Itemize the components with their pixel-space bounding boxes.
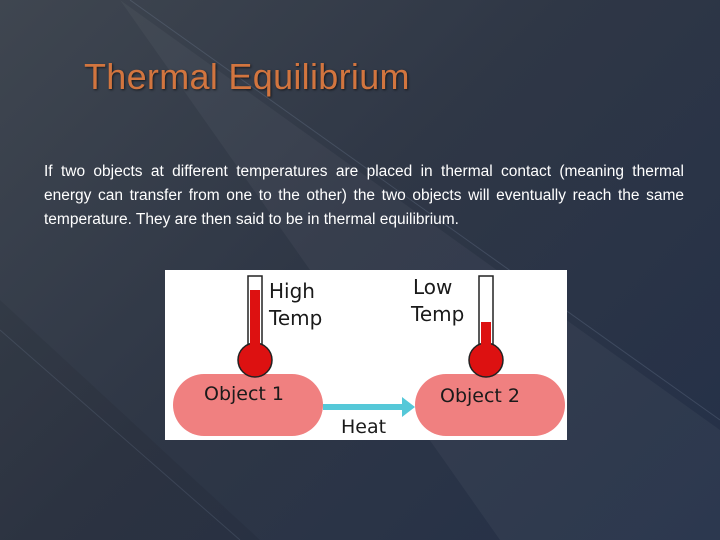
high-temp-label-line1: High [269, 279, 315, 303]
high-temp-label-line2: Temp [269, 306, 323, 330]
slide-body-text: If two objects at different temperatures are placed in thermal contact (meaning thermal energy can transfer from one to the other) the two objects will eventually reach the same temperature. They are then said to be in thermal equilibrium. [44, 163, 684, 228]
slide-title: Thermal Equilibrium [84, 56, 410, 97]
thermal-equilibrium-diagram [165, 270, 567, 440]
object-2-label: Object 2 [440, 385, 521, 407]
low-temp-label-line2: Temp [411, 302, 465, 326]
thermometer-low-icon [469, 276, 503, 377]
heat-label: Heat [341, 416, 387, 438]
low-temp-label-line1: Low [413, 275, 453, 299]
heat-arrow [323, 397, 415, 417]
thermometer-high-icon [238, 276, 272, 377]
object-1-label: Object 1 [204, 383, 285, 405]
